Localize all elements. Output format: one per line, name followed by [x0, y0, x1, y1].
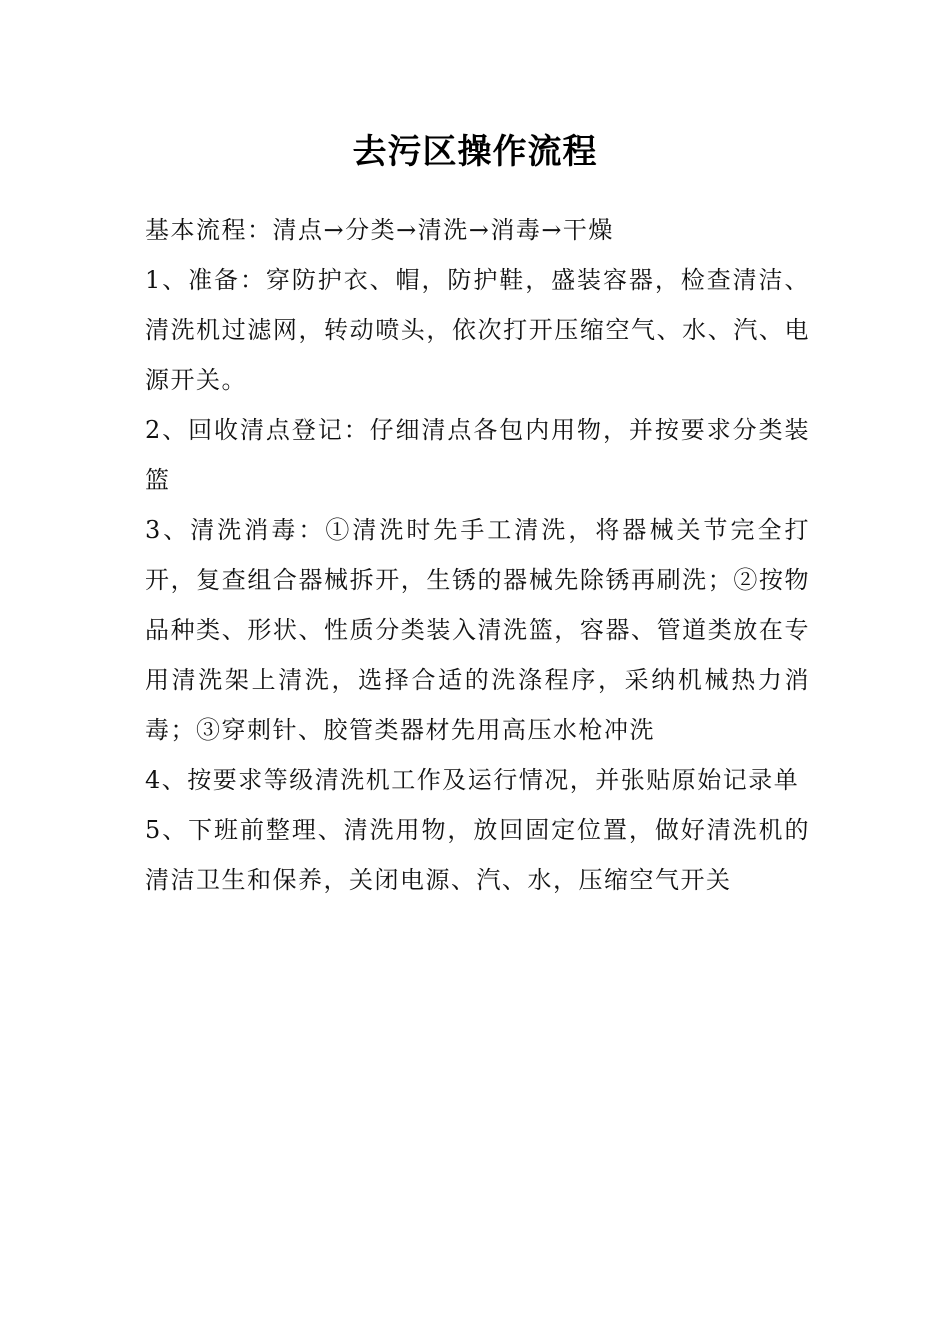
- paragraph-step-4-records: 4、按要求等级清洗机工作及运行情况，并张贴原始记录单: [145, 766, 800, 794]
- paragraph-step-5-closing: 5、下班前整理、清洗用物，放回固定位置，做好清洗机的清洁卫生和保养，关闭电源、汽、水，压缩空气开关: [145, 816, 810, 894]
- document-body: [145, 205, 810, 905]
- document-title: 去污区操作流程: [352, 132, 598, 172]
- paragraph-step-3-cleaning: 3、清洗消毒：①清洗时先手工清洗，将器械关节完全打开，复查组合器械拆开，生锈的器械先除锈再刷洗；②按物品种类、形状、性质分类装入清洗篮，容器、管道类放在专用清洗架上清洗，选择合适的洗涤程序，采纳机械热力消毒；③穿刺针、胶管类器材先用高压水枪冲洗: [145, 516, 810, 744]
- paragraph-step-1-preparation: 1、准备：穿防护衣、帽，防护鞋，盛装容器，检查清洁、清洗机过滤网，转动喷头，依次打开压缩空气、水、汽、电源开关。: [145, 266, 810, 394]
- paragraph-basic-flow: 基本流程：清点→分类→清洗→消毒→干燥: [145, 216, 614, 244]
- paragraph-step-2-recovery: 2、回收清点登记：仔细清点各包内用物，并按要求分类装篮: [145, 416, 810, 494]
